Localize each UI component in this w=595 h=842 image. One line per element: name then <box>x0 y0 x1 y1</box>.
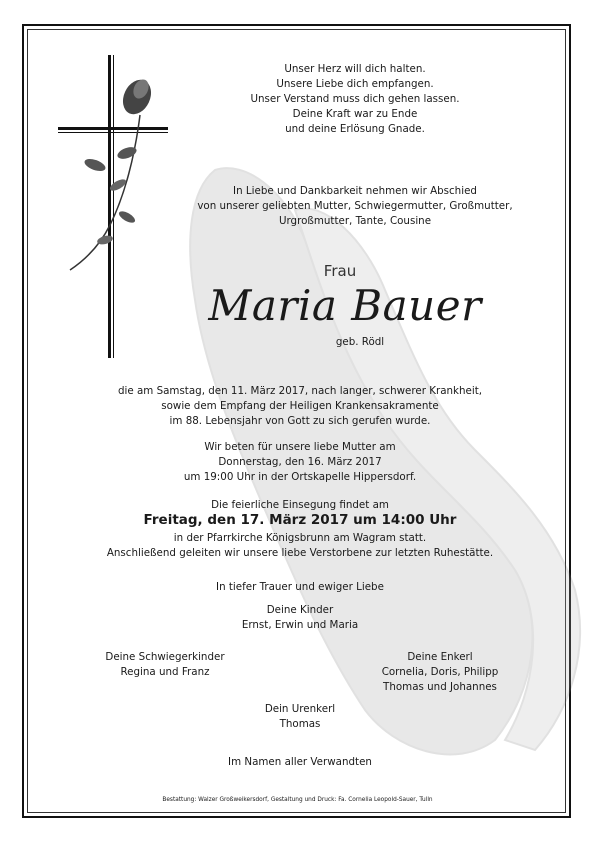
relatives-line: Im Namen aller Verwandten <box>228 756 372 768</box>
title-frau: Frau <box>323 262 357 280</box>
poem-line: und deine Erlösung Gnade. <box>285 123 425 135</box>
poem-line: Deine Kraft war zu Ende <box>292 108 418 120</box>
poem <box>240 62 470 137</box>
intro-line: In Liebe und Dankbarkeit nehmen wir Abschied <box>233 185 477 197</box>
prayer-line: Wir beten für unsere liebe Mutter am <box>204 441 396 453</box>
prayer-line: um 19:00 Uhr in der Ortskapelle Hippersdorf. <box>183 471 417 483</box>
mourner-heading: Dein Urenkerl <box>264 703 336 715</box>
death-notice <box>80 384 520 429</box>
death-line: sowie dem Empfang der Heiligen Krankensakramente <box>161 400 439 412</box>
intro-line: Urgroßmutter, Tante, Cousine <box>278 215 432 227</box>
funeral-intro: Die feierliche Einsegung findet am <box>211 499 389 511</box>
mourner-heading: Deine Schwiegerkinder <box>105 651 225 663</box>
prayer-line: Donnerstag, den 16. März 2017 <box>218 456 382 468</box>
mourner-names: Cornelia, Doris, Philipp <box>381 666 499 678</box>
death-line: im 88. Lebensjahr von Gott zu sich gerufen wurde. <box>169 415 431 427</box>
funeral-place-line: Anschließend geleiten wir unsere liebe Verstorbene zur letzten Ruhestätte. <box>106 547 494 559</box>
mourner-names: Thomas und Johannes <box>383 681 497 693</box>
mourner-names: Ernst, Erwin und Maria <box>241 619 359 631</box>
mourner-heading: Deine Enkerl <box>407 651 473 663</box>
poem-line: Unser Herz will dich halten. <box>284 63 426 75</box>
mourners-grandchildren <box>340 650 540 695</box>
mourners-children <box>200 603 400 633</box>
mourner-names: Regina und Franz <box>120 666 210 678</box>
farewell-intro <box>150 184 560 229</box>
maiden-name: geb. Rödl <box>335 336 385 348</box>
funeral-place-line: in der Pfarrkirche Königsbrunn am Wagram statt. <box>173 532 427 544</box>
mourners-children-in-law <box>80 650 250 680</box>
funeral-place <box>80 531 520 561</box>
poem-line: Unsere Liebe dich empfangen. <box>276 78 434 90</box>
footer-credits: Bestattung: Walzer Großweikersdorf, Gestaltung und Druck: Fa. Cornelia Leopold-Sauer, Tulln <box>162 797 433 803</box>
mourners-great-grandchild <box>200 702 400 732</box>
poem-line: Unser Verstand muss dich gehen lassen. <box>250 93 460 105</box>
intro-line: von unserer geliebten Mutter, Schwiegermutter, Großmutter, <box>197 200 513 212</box>
grief-line: In tiefer Trauer und ewiger Liebe <box>216 581 384 593</box>
deceased-name: Maria Bauer <box>208 281 482 330</box>
mourner-names: Thomas <box>279 718 321 730</box>
prayer-notice <box>150 440 450 485</box>
mourner-heading: Deine Kinder <box>266 604 334 616</box>
death-line: die am Samstag, den 11. März 2017, nach langer, schwerer Krankheit, <box>117 385 483 397</box>
funeral-date: Freitag, den 17. März 2017 um 14:00 Uhr <box>143 512 457 528</box>
